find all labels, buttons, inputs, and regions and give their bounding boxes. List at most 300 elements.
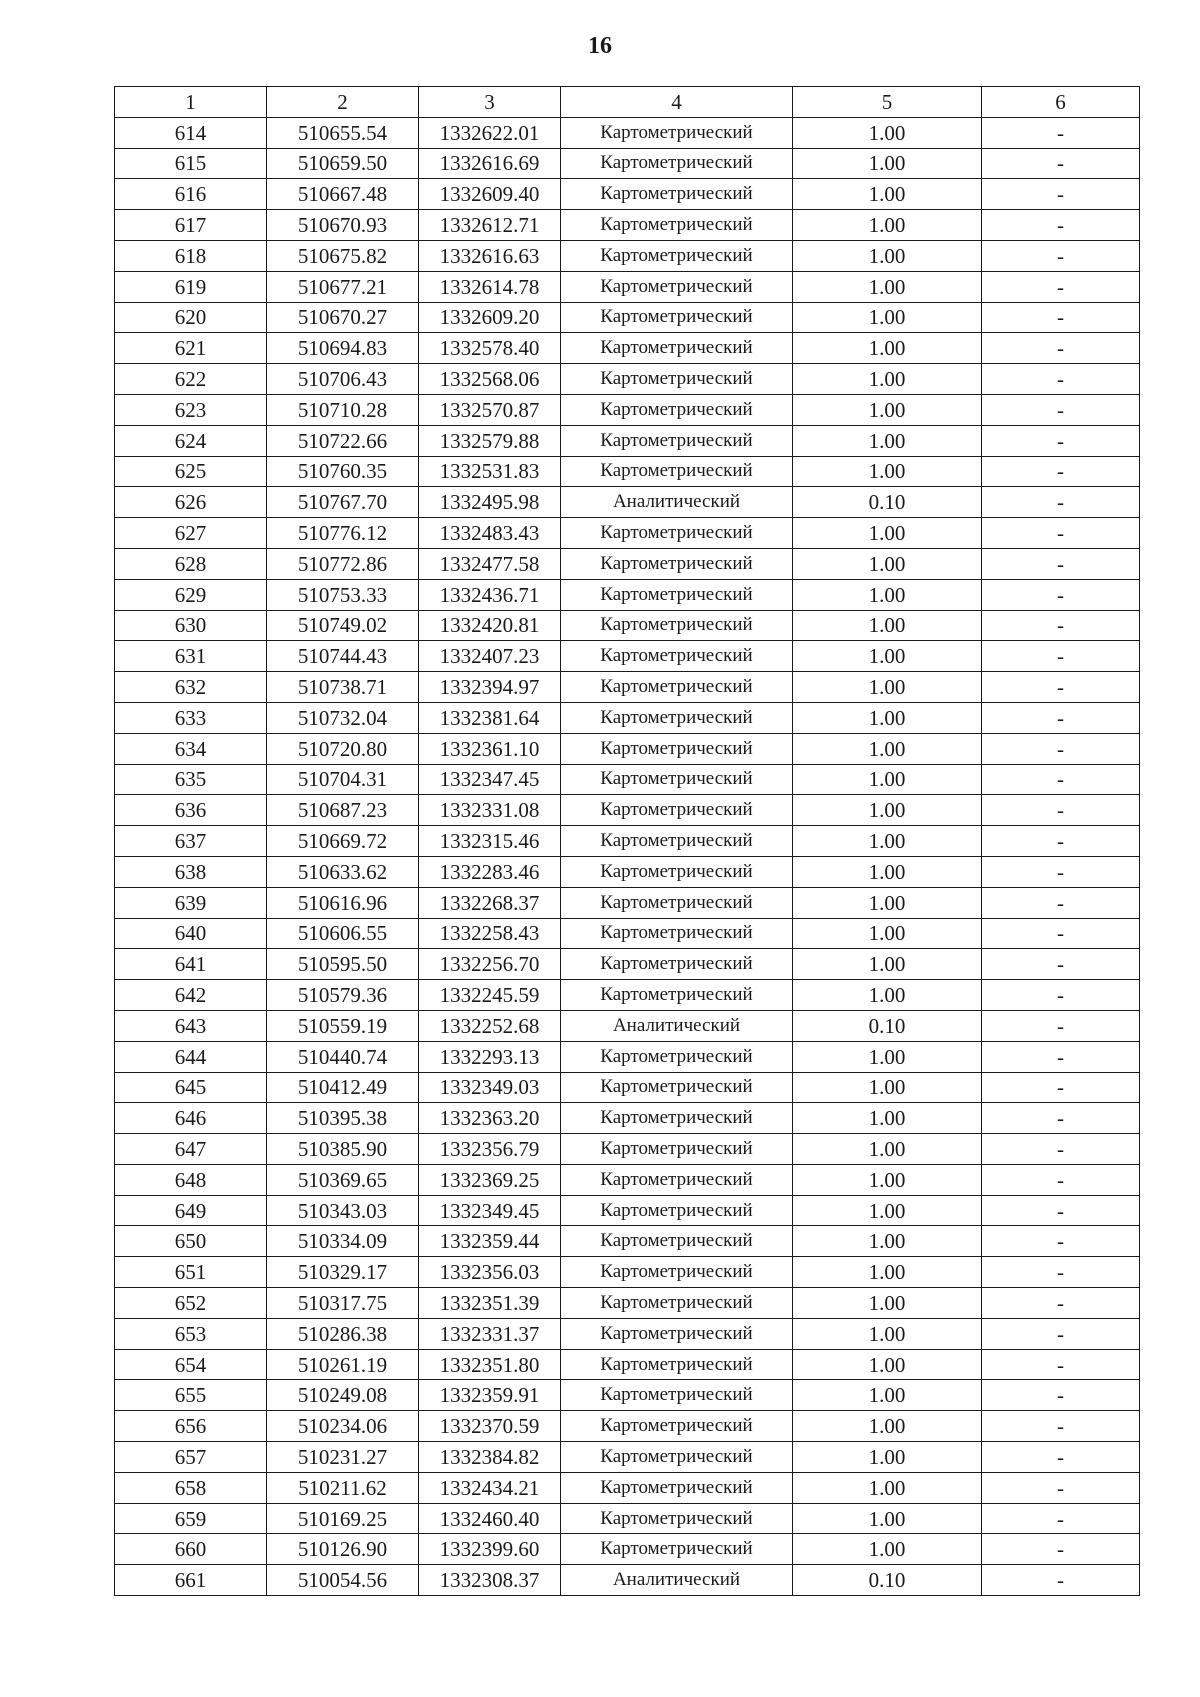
x-coordinate-cell: 510655.54 [267,117,419,148]
x-coordinate-cell: 510675.82 [267,240,419,271]
y-coordinate-cell: 1332616.69 [419,148,561,179]
note-cell: - [982,1503,1140,1534]
point-number-cell: 615 [115,148,267,179]
accuracy-cell: 1.00 [793,672,982,703]
x-coordinate-cell: 510760.35 [267,456,419,487]
method-cell: Картометрический [561,641,793,672]
x-coordinate-cell: 510670.27 [267,302,419,333]
y-coordinate-cell: 1332436.71 [419,579,561,610]
point-number-cell: 632 [115,672,267,703]
note-cell: - [982,210,1140,241]
y-coordinate-cell: 1332331.08 [419,795,561,826]
point-number-cell: 637 [115,826,267,857]
method-cell: Картометрический [561,702,793,733]
method-cell: Картометрический [561,1380,793,1411]
x-coordinate-cell: 510317.75 [267,1288,419,1319]
note-cell: - [982,333,1140,364]
method-cell: Картометрический [561,1503,793,1534]
accuracy-cell: 1.00 [793,1411,982,1442]
method-cell: Картометрический [561,148,793,179]
accuracy-cell: 1.00 [793,1041,982,1072]
method-cell: Картометрический [561,1134,793,1165]
point-number-cell: 655 [115,1380,267,1411]
table-row [115,302,1140,333]
point-number-cell: 619 [115,271,267,302]
method-cell: Картометрический [561,579,793,610]
x-coordinate-cell: 510249.08 [267,1380,419,1411]
point-number-cell: 636 [115,795,267,826]
accuracy-cell: 1.00 [793,1534,982,1565]
accuracy-cell: 1.00 [793,210,982,241]
point-number-cell: 648 [115,1164,267,1195]
y-coordinate-cell: 1332356.79 [419,1134,561,1165]
x-coordinate-cell: 510234.06 [267,1411,419,1442]
point-number-cell: 641 [115,949,267,980]
accuracy-cell: 1.00 [793,1072,982,1103]
table-row [115,394,1140,425]
method-cell: Картометрический [561,1442,793,1473]
note-cell: - [982,1349,1140,1380]
x-coordinate-cell: 510677.21 [267,271,419,302]
point-number-cell: 650 [115,1226,267,1257]
y-coordinate-cell: 1332614.78 [419,271,561,302]
table-row [115,1349,1140,1380]
point-number-cell: 622 [115,364,267,395]
y-coordinate-cell: 1332483.43 [419,518,561,549]
point-number-cell: 652 [115,1288,267,1319]
coordinates-table [114,86,1140,1596]
table-row [115,1010,1140,1041]
accuracy-cell: 1.00 [793,733,982,764]
note-cell: - [982,1257,1140,1288]
note-cell: - [982,1411,1140,1442]
table-row [115,333,1140,364]
x-coordinate-cell: 510169.25 [267,1503,419,1534]
x-coordinate-cell: 510579.36 [267,980,419,1011]
point-number-cell: 658 [115,1472,267,1503]
table-row [115,949,1140,980]
table-row [115,210,1140,241]
x-coordinate-cell: 510595.50 [267,949,419,980]
method-cell: Картометрический [561,733,793,764]
table-row [115,271,1140,302]
x-coordinate-cell: 510329.17 [267,1257,419,1288]
x-coordinate-cell: 510687.23 [267,795,419,826]
method-cell: Картометрический [561,302,793,333]
point-number-cell: 660 [115,1534,267,1565]
point-number-cell: 654 [115,1349,267,1380]
table-row [115,641,1140,672]
x-coordinate-cell: 510231.27 [267,1442,419,1473]
accuracy-cell: 1.00 [793,425,982,456]
note-cell: - [982,1103,1140,1134]
y-coordinate-cell: 1332370.59 [419,1411,561,1442]
point-number-cell: 627 [115,518,267,549]
accuracy-cell: 1.00 [793,1195,982,1226]
note-cell: - [982,1318,1140,1349]
method-cell: Картометрический [561,240,793,271]
method-cell: Картометрический [561,1164,793,1195]
x-coordinate-cell: 510706.43 [267,364,419,395]
method-cell: Картометрический [561,610,793,641]
accuracy-cell: 1.00 [793,918,982,949]
y-coordinate-cell: 1332407.23 [419,641,561,672]
x-coordinate-cell: 510054.56 [267,1565,419,1596]
method-cell: Картометрический [561,271,793,302]
table-row [115,1565,1140,1596]
table-row [115,733,1140,764]
y-coordinate-cell: 1332531.83 [419,456,561,487]
note-cell: - [982,795,1140,826]
table-row [115,1164,1140,1195]
method-cell: Картометрический [561,887,793,918]
point-number-cell: 623 [115,394,267,425]
y-coordinate-cell: 1332578.40 [419,333,561,364]
accuracy-cell: 1.00 [793,179,982,210]
point-number-cell: 639 [115,887,267,918]
note-cell: - [982,764,1140,795]
table-row [115,1318,1140,1349]
x-coordinate-cell: 510704.31 [267,764,419,795]
note-cell: - [982,1072,1140,1103]
y-coordinate-cell: 1332622.01 [419,117,561,148]
point-number-cell: 653 [115,1318,267,1349]
table-row [115,487,1140,518]
point-number-cell: 630 [115,610,267,641]
method-cell: Аналитический [561,487,793,518]
table-row [115,1103,1140,1134]
note-cell: - [982,980,1140,1011]
x-coordinate-cell: 510343.03 [267,1195,419,1226]
y-coordinate-cell: 1332356.03 [419,1257,561,1288]
method-cell: Картометрический [561,1318,793,1349]
y-coordinate-cell: 1332258.43 [419,918,561,949]
accuracy-cell: 1.00 [793,333,982,364]
y-coordinate-cell: 1332609.40 [419,179,561,210]
point-number-cell: 626 [115,487,267,518]
x-coordinate-cell: 510667.48 [267,179,419,210]
table-row [115,179,1140,210]
point-number-cell: 656 [115,1411,267,1442]
point-number-cell: 620 [115,302,267,333]
note-cell: - [982,826,1140,857]
y-coordinate-cell: 1332616.63 [419,240,561,271]
note-cell: - [982,1041,1140,1072]
method-cell: Картометрический [561,1534,793,1565]
note-cell: - [982,1164,1140,1195]
accuracy-cell: 1.00 [793,1288,982,1319]
accuracy-cell: 1.00 [793,610,982,641]
note-cell: - [982,148,1140,179]
note-cell: - [982,1195,1140,1226]
accuracy-cell: 1.00 [793,1257,982,1288]
accuracy-cell: 1.00 [793,1380,982,1411]
y-coordinate-cell: 1332351.80 [419,1349,561,1380]
y-coordinate-cell: 1332359.91 [419,1380,561,1411]
y-coordinate-cell: 1332359.44 [419,1226,561,1257]
point-number-cell: 628 [115,548,267,579]
table-row [115,1472,1140,1503]
y-coordinate-cell: 1332420.81 [419,610,561,641]
y-coordinate-cell: 1332495.98 [419,487,561,518]
y-coordinate-cell: 1332460.40 [419,1503,561,1534]
method-cell: Картометрический [561,980,793,1011]
point-number-cell: 646 [115,1103,267,1134]
accuracy-cell: 1.00 [793,949,982,980]
accuracy-cell: 1.00 [793,1503,982,1534]
accuracy-cell: 1.00 [793,1318,982,1349]
x-coordinate-cell: 510670.93 [267,210,419,241]
y-coordinate-cell: 1332570.87 [419,394,561,425]
x-coordinate-cell: 510767.70 [267,487,419,518]
method-cell: Картометрический [561,210,793,241]
y-coordinate-cell: 1332245.59 [419,980,561,1011]
y-coordinate-cell: 1332399.60 [419,1534,561,1565]
column-header: 4 [561,87,793,118]
accuracy-cell: 1.00 [793,364,982,395]
accuracy-cell: 1.00 [793,1442,982,1473]
note-cell: - [982,887,1140,918]
point-number-cell: 631 [115,641,267,672]
y-coordinate-cell: 1332369.25 [419,1164,561,1195]
column-header: 2 [267,87,419,118]
accuracy-cell: 1.00 [793,1103,982,1134]
note-cell: - [982,117,1140,148]
method-cell: Картометрический [561,548,793,579]
table-row [115,1380,1140,1411]
method-cell: Картометрический [561,425,793,456]
accuracy-cell: 1.00 [793,1164,982,1195]
accuracy-cell: 1.00 [793,148,982,179]
accuracy-cell: 1.00 [793,795,982,826]
column-header: 3 [419,87,561,118]
method-cell: Картометрический [561,1349,793,1380]
method-cell: Картометрический [561,1472,793,1503]
table-row [115,456,1140,487]
table-row [115,1195,1140,1226]
method-cell: Картометрический [561,764,793,795]
y-coordinate-cell: 1332331.37 [419,1318,561,1349]
table-row [115,364,1140,395]
point-number-cell: 625 [115,456,267,487]
x-coordinate-cell: 510616.96 [267,887,419,918]
note-cell: - [982,1134,1140,1165]
y-coordinate-cell: 1332351.39 [419,1288,561,1319]
point-number-cell: 640 [115,918,267,949]
method-cell: Картометрический [561,1103,793,1134]
x-coordinate-cell: 510772.86 [267,548,419,579]
note-cell: - [982,518,1140,549]
point-number-cell: 651 [115,1257,267,1288]
accuracy-cell: 1.00 [793,641,982,672]
x-coordinate-cell: 510722.66 [267,425,419,456]
x-coordinate-cell: 510720.80 [267,733,419,764]
table-row [115,1442,1140,1473]
accuracy-cell: 1.00 [793,1134,982,1165]
accuracy-cell: 1.00 [793,271,982,302]
accuracy-cell: 1.00 [793,548,982,579]
accuracy-cell: 1.00 [793,980,982,1011]
x-coordinate-cell: 510749.02 [267,610,419,641]
accuracy-cell: 0.10 [793,1010,982,1041]
y-coordinate-cell: 1332363.20 [419,1103,561,1134]
method-cell: Картометрический [561,179,793,210]
accuracy-cell: 1.00 [793,826,982,857]
accuracy-cell: 0.10 [793,487,982,518]
accuracy-cell: 1.00 [793,456,982,487]
accuracy-cell: 1.00 [793,394,982,425]
table-row [115,610,1140,641]
point-number-cell: 642 [115,980,267,1011]
accuracy-cell: 1.00 [793,302,982,333]
y-coordinate-cell: 1332283.46 [419,856,561,887]
table-row [115,764,1140,795]
method-cell: Картометрический [561,949,793,980]
x-coordinate-cell: 510669.72 [267,826,419,857]
y-coordinate-cell: 1332293.13 [419,1041,561,1072]
y-coordinate-cell: 1332349.45 [419,1195,561,1226]
point-number-cell: 644 [115,1041,267,1072]
method-cell: Картометрический [561,1041,793,1072]
point-number-cell: 634 [115,733,267,764]
method-cell: Картометрический [561,1411,793,1442]
note-cell: - [982,733,1140,764]
note-cell: - [982,425,1140,456]
point-number-cell: 647 [115,1134,267,1165]
point-number-cell: 661 [115,1565,267,1596]
x-coordinate-cell: 510732.04 [267,702,419,733]
note-cell: - [982,179,1140,210]
y-coordinate-cell: 1332347.45 [419,764,561,795]
x-coordinate-cell: 510261.19 [267,1349,419,1380]
table-row [115,856,1140,887]
y-coordinate-cell: 1332384.82 [419,1442,561,1473]
note-cell: - [982,1534,1140,1565]
table-row [115,579,1140,610]
point-number-cell: 616 [115,179,267,210]
table-row [115,795,1140,826]
point-number-cell: 638 [115,856,267,887]
method-cell: Картометрический [561,795,793,826]
y-coordinate-cell: 1332381.64 [419,702,561,733]
table-row [115,1226,1140,1257]
note-cell: - [982,1288,1140,1319]
table-row [115,548,1140,579]
accuracy-cell: 1.00 [793,117,982,148]
x-coordinate-cell: 510606.55 [267,918,419,949]
accuracy-cell: 0.10 [793,1565,982,1596]
x-coordinate-cell: 510694.83 [267,333,419,364]
point-number-cell: 635 [115,764,267,795]
point-number-cell: 621 [115,333,267,364]
x-coordinate-cell: 510286.38 [267,1318,419,1349]
x-coordinate-cell: 510385.90 [267,1134,419,1165]
y-coordinate-cell: 1332361.10 [419,733,561,764]
x-coordinate-cell: 510753.33 [267,579,419,610]
point-number-cell: 629 [115,579,267,610]
x-coordinate-cell: 510440.74 [267,1041,419,1072]
table-row [115,518,1140,549]
method-cell: Картометрический [561,1195,793,1226]
note-cell: - [982,1442,1140,1473]
y-coordinate-cell: 1332268.37 [419,887,561,918]
note-cell: - [982,949,1140,980]
note-cell: - [982,702,1140,733]
y-coordinate-cell: 1332252.68 [419,1010,561,1041]
point-number-cell: 643 [115,1010,267,1041]
y-coordinate-cell: 1332308.37 [419,1565,561,1596]
x-coordinate-cell: 510395.38 [267,1103,419,1134]
accuracy-cell: 1.00 [793,856,982,887]
x-coordinate-cell: 510369.65 [267,1164,419,1195]
accuracy-cell: 1.00 [793,1472,982,1503]
x-coordinate-cell: 510776.12 [267,518,419,549]
method-cell: Картометрический [561,456,793,487]
x-coordinate-cell: 510738.71 [267,672,419,703]
note-cell: - [982,1472,1140,1503]
note-cell: - [982,302,1140,333]
y-coordinate-cell: 1332609.20 [419,302,561,333]
x-coordinate-cell: 510126.90 [267,1534,419,1565]
x-coordinate-cell: 510211.62 [267,1472,419,1503]
method-cell: Картометрический [561,1257,793,1288]
note-cell: - [982,579,1140,610]
accuracy-cell: 1.00 [793,518,982,549]
method-cell: Картометрический [561,333,793,364]
note-cell: - [982,856,1140,887]
point-number-cell: 659 [115,1503,267,1534]
point-number-cell: 624 [115,425,267,456]
table-row [115,148,1140,179]
table-row [115,702,1140,733]
table-header [115,87,1140,118]
note-cell: - [982,1226,1140,1257]
y-coordinate-cell: 1332394.97 [419,672,561,703]
note-cell: - [982,456,1140,487]
point-number-cell: 657 [115,1442,267,1473]
note-cell: - [982,641,1140,672]
accuracy-cell: 1.00 [793,240,982,271]
column-header: 1 [115,87,267,118]
method-cell: Картометрический [561,394,793,425]
method-cell: Картометрический [561,364,793,395]
y-coordinate-cell: 1332349.03 [419,1072,561,1103]
table-row [115,1257,1140,1288]
method-cell: Картометрический [561,1288,793,1319]
x-coordinate-cell: 510710.28 [267,394,419,425]
note-cell: - [982,394,1140,425]
method-cell: Аналитический [561,1010,793,1041]
note-cell: - [982,918,1140,949]
x-coordinate-cell: 510559.19 [267,1010,419,1041]
note-cell: - [982,1565,1140,1596]
note-cell: - [982,1010,1140,1041]
accuracy-cell: 1.00 [793,1226,982,1257]
x-coordinate-cell: 510334.09 [267,1226,419,1257]
y-coordinate-cell: 1332256.70 [419,949,561,980]
y-coordinate-cell: 1332315.46 [419,826,561,857]
table-row [115,887,1140,918]
note-cell: - [982,548,1140,579]
accuracy-cell: 1.00 [793,887,982,918]
table-row [115,425,1140,456]
x-coordinate-cell: 510659.50 [267,148,419,179]
point-number-cell: 645 [115,1072,267,1103]
y-coordinate-cell: 1332434.21 [419,1472,561,1503]
point-number-cell: 618 [115,240,267,271]
note-cell: - [982,1380,1140,1411]
table-row [115,1503,1140,1534]
